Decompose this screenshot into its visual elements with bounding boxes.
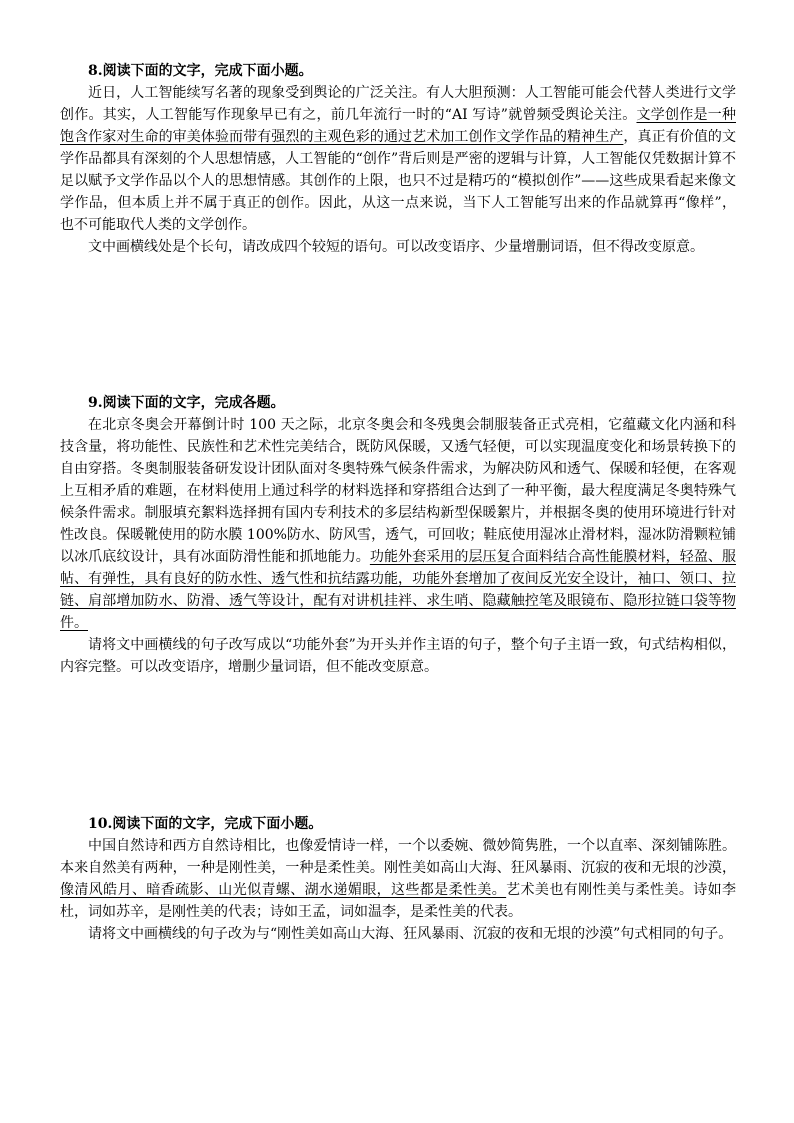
passage-text: 中国自然诗和西方自然诗相比，也像爱情诗一样，一个以委婉、微妙简隽胜，一个以直率、深刻铺陈胜。本来自然美有两种，一种是刚性美，一种是柔性美。刚性美如高山大海、狂风暴雨、沉寂的夜和无垠的沙漠， [60, 838, 736, 876]
question-9 [60, 392, 736, 678]
passage [60, 82, 736, 236]
question-instruction: 请将文中画横线的句子改写成以“功能外套”为开头并作主语的句子，整个句子主语一致，句式结构相似，内容完整。可以改变语序，增删少量词语，但不能改变原意。 [60, 637, 736, 675]
passage [60, 835, 736, 923]
underlined-sentence: 功能外套采用的层压复合面料结合高性能膜材料，轻盈、服帖、有弹性，具有良好的防水性、透气性和抗结露功能，功能外套增加了夜间反光安全设计，袖口、领口、拉链、肩部增加防水、防滑、透气等设计，配有对讲机挂袢、求生哨、隐藏触控笔及眼镜布、隐形拉链口袋等物件。 [60, 549, 737, 631]
passage [60, 414, 736, 634]
question-10 [60, 813, 736, 945]
passage-text: 近日，人工智能续写名著的现象受到舆论的广泛关注。有人大胆预测：人工智能可能会代替人类进行文学创作。其实，人工智能写作现象早已有之，前几年流行一时的“AI 写诗”就曾频受舆论关注。 [60, 85, 736, 123]
question-title: 8.阅读下面的文字，完成下面小题。 [88, 63, 313, 79]
passage-text: ，真正有价值的文学作品都具有深刻的个人思想情感，人工智能的“创作”背后则是严密的逻辑与计算，人工智能仅凭数据计算不足以赋予文学作品以个人的思想情感。其创作的上限，也只不过是精巧的“模拟创作”——这些成果看起来像文学作品，但本质上并不属于真正的创作。因此，从这一点来说，当下人工智能写出来的作品就算再“像样”， 也不可能取代人类的文学创作。 [60, 129, 737, 233]
underlined-sentence: 像清风皓月、暗香疏影、山光似青螺、湖水递媚眼，这些都是柔性美。 [60, 882, 507, 898]
question-instruction: 请将文中画横线的句子改为与“刚性美如高山大海、狂风暴雨、沉寂的夜和无垠的沙漠”句式相同的句子。 [88, 926, 733, 942]
question-instruction: 文中画横线处是个长句，请改成四个较短的语句。可以改变语序、少量增删词语，但不得改变原意。 [88, 239, 704, 255]
passage-text: 在北京冬奥会开幕倒计时 100 天之际，北京冬奥会和冬残奥会制服装备正式亮相，它蕴藏文化内涵和科技含量，将功能性、民族性和艺术性完美结合，既防风保暖，又透气轻便，可以实现温度变化和场景转换下的自由穿搭。冬奥制服装备研发设计团队面对冬奥特殊气候条件需求，为解决防风和透气、保暖和轻便，在客观上互相矛盾的难题，在材料使用上通过科学的材料选择和穿搭组合达到了一种平衡，最大程度满足冬奥特殊气候条件需求。制服填充絮料选择拥有国内专利技术的多层结构新型保暖絮片，并根据冬奥的使用环境进行针对性改良。保暖靴使用的防水膜 100%防水、防风雪，透气，可回收；鞋底使用湿冰止滑材料，湿冰防滑颗粒铺以冰爪底纹设计，具有冰面防滑性能和抓地能力。 [60, 417, 736, 565]
underlined-sentence: 文学创作是一种饱含作家对生命的审美体验而带有强烈的主观色彩的通过艺术加工创作文学作品的精神生产 [60, 107, 736, 145]
question-title: 10.阅读下面的文字，完成下面小题。 [88, 816, 323, 832]
passage-text: 艺术美也有刚性美与柔性美。诗如李杜，词如苏辛，是刚性美的代表；诗如王孟，词如温李，是柔性美的代表。 [60, 882, 737, 920]
question-8 [60, 60, 736, 258]
question-title: 9.阅读下面的文字，完成各题。 [88, 395, 285, 411]
